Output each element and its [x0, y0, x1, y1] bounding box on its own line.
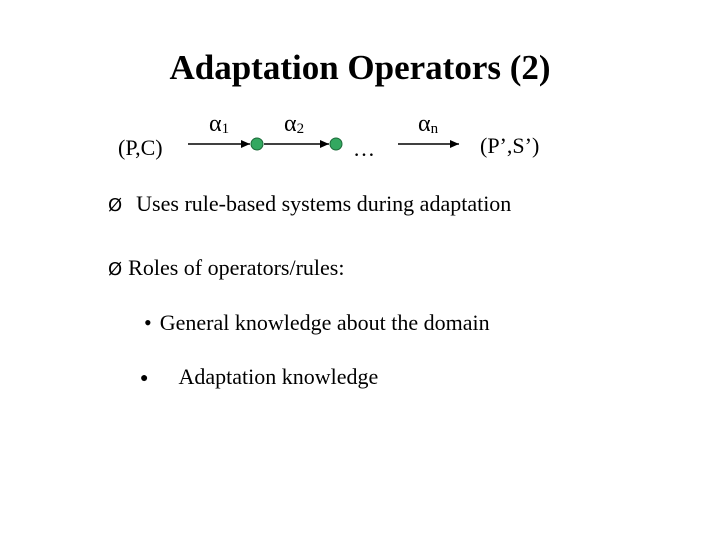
- arrow-bullet-icon: Ø: [108, 195, 123, 216]
- sub-bullet-item: [140, 364, 378, 390]
- dot-bullet-icon: ●: [140, 371, 149, 386]
- alpha-symbol: α: [209, 111, 222, 137]
- state-node-2: [330, 138, 342, 150]
- arrow-bullet-icon: Ø: [108, 259, 123, 280]
- alpha-subscript: n: [430, 121, 439, 137]
- sub-bullet-text: General knowledge about the domain: [159, 310, 490, 335]
- bullet-text: Roles of operators/rules:: [128, 255, 345, 280]
- bullet-item: [108, 191, 511, 217]
- dot-bullet-icon: •: [144, 310, 152, 335]
- alpha-symbol: α: [418, 111, 431, 137]
- end-state-label: (P’,S’): [480, 133, 540, 158]
- alpha-subscript: 2: [296, 121, 305, 137]
- ellipsis: …: [353, 136, 375, 161]
- bullet-text: Uses rule-based systems during adaptation: [136, 191, 512, 216]
- sub-bullet-item: [144, 310, 490, 336]
- state-node-1: [251, 138, 263, 150]
- sub-bullet-text: Adaptation knowledge: [178, 364, 379, 389]
- bullet-item: [108, 255, 344, 281]
- start-state-label: (P,C): [118, 135, 163, 160]
- alpha-symbol: α: [284, 111, 297, 137]
- slide-title: Adaptation Operators (2): [169, 48, 551, 87]
- alpha-subscript: 1: [221, 121, 230, 137]
